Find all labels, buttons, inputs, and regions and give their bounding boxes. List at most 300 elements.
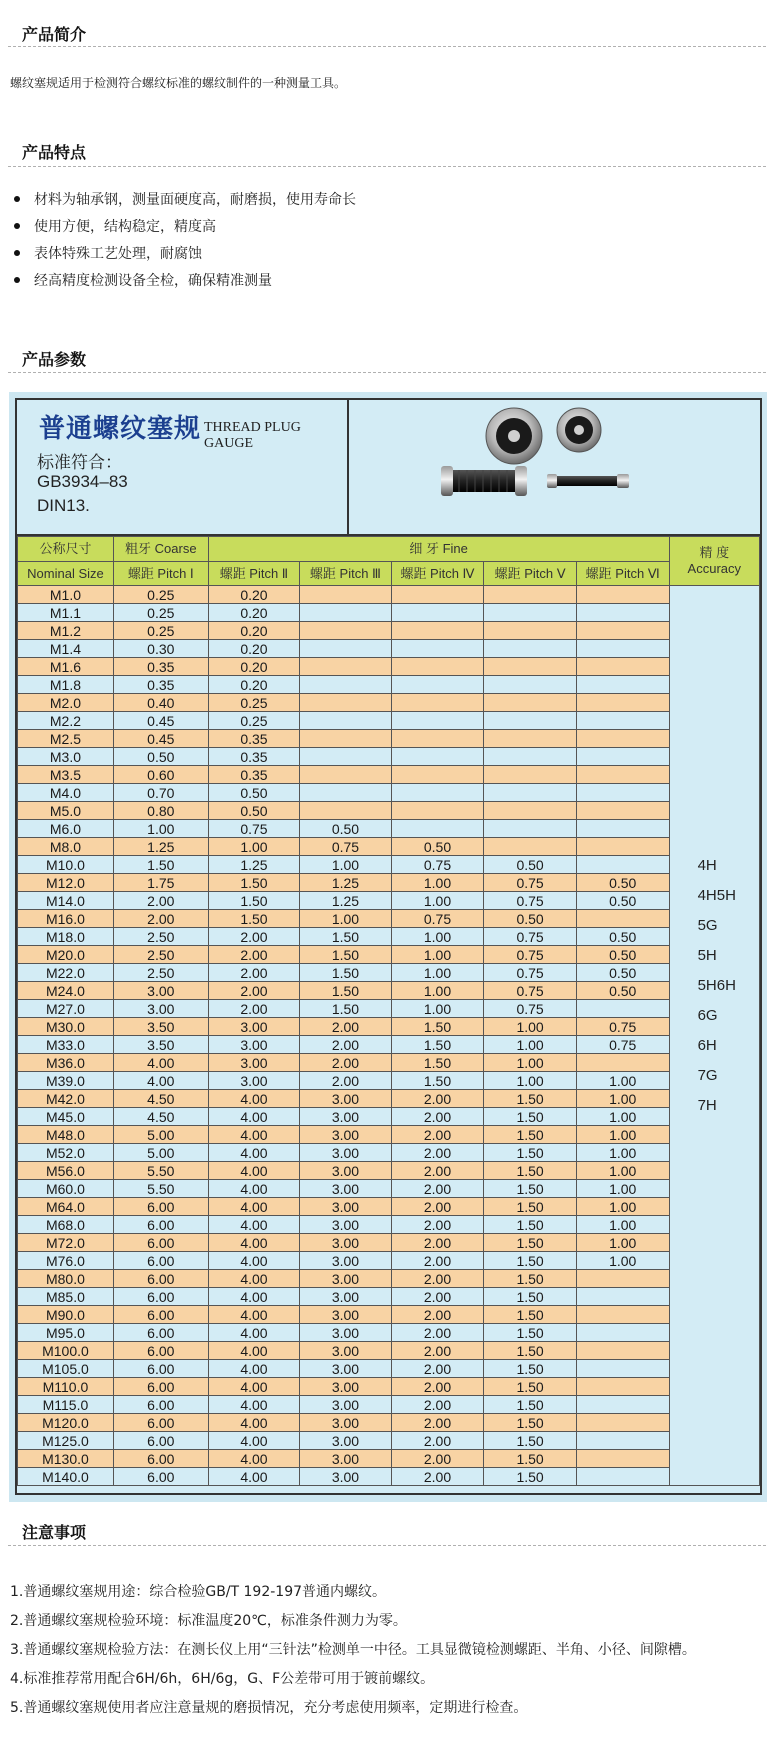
cell-pitch: 1.50	[484, 1450, 577, 1468]
table-row	[18, 1198, 760, 1216]
cell-pitch: 3.00	[208, 1054, 300, 1072]
cell-pitch: 6.00	[113, 1468, 208, 1486]
cell-pitch: 6.00	[113, 1198, 208, 1216]
table-row	[18, 820, 760, 838]
cell-size: M33.0	[18, 1036, 114, 1054]
cell-pitch: 2.00	[391, 1450, 484, 1468]
cell-size: M36.0	[18, 1054, 114, 1072]
cell-size: M4.0	[18, 784, 114, 802]
cell-pitch: 0.50	[300, 820, 392, 838]
table-row	[18, 1306, 760, 1324]
table-row	[18, 1126, 760, 1144]
cell-pitch: 0.70	[113, 784, 208, 802]
table-row	[18, 1090, 760, 1108]
cell-pitch: 6.00	[113, 1342, 208, 1360]
section-title-intro: 产品简介	[22, 25, 87, 44]
cell-size: M2.5	[18, 730, 114, 748]
cell-pitch: 0.50	[113, 748, 208, 766]
cell-pitch: 0.20	[208, 676, 300, 694]
cell-pitch: 1.50	[484, 1324, 577, 1342]
cell-pitch	[576, 1414, 669, 1432]
cell-pitch: 1.50	[484, 1288, 577, 1306]
cell-pitch	[300, 802, 392, 820]
cell-pitch: 1.00	[576, 1162, 669, 1180]
cell-pitch	[391, 694, 484, 712]
table-row	[18, 1144, 760, 1162]
cell-pitch: 2.00	[391, 1342, 484, 1360]
cell-size: M8.0	[18, 838, 114, 856]
cell-pitch	[576, 766, 669, 784]
cell-pitch: 0.25	[113, 586, 208, 604]
cell-pitch: 0.75	[208, 820, 300, 838]
accuracy-grade: 7G	[697, 1067, 718, 1084]
table-row	[18, 946, 760, 964]
cell-pitch	[576, 676, 669, 694]
sheet-header	[17, 400, 760, 536]
cell-pitch	[484, 838, 577, 856]
cell-pitch	[576, 1432, 669, 1450]
cell-pitch: 0.75	[484, 946, 577, 964]
cell-pitch: 1.75	[113, 874, 208, 892]
cell-pitch: 2.00	[391, 1270, 484, 1288]
sheet-title-cn: 普通螺纹塞规	[39, 414, 202, 444]
cell-size: M2.2	[18, 712, 114, 730]
cell-pitch: 1.00	[484, 1018, 577, 1036]
cell-pitch: 1.00	[391, 892, 484, 910]
cell-pitch: 3.00	[300, 1252, 392, 1270]
cell-pitch: 4.00	[208, 1450, 300, 1468]
cell-size: M45.0	[18, 1108, 114, 1126]
table-row	[18, 1288, 760, 1306]
cell-pitch: 2.00	[113, 910, 208, 928]
cell-size: M105.0	[18, 1360, 114, 1378]
cell-pitch: 0.50	[576, 964, 669, 982]
cell-pitch: 0.60	[113, 766, 208, 784]
cell-pitch	[484, 658, 577, 676]
bullet-icon	[14, 223, 20, 229]
cell-pitch	[300, 748, 392, 766]
cell-pitch: 0.50	[576, 982, 669, 1000]
cell-pitch	[484, 640, 577, 658]
cell-pitch: 2.00	[391, 1090, 484, 1108]
cell-size: M125.0	[18, 1432, 114, 1450]
table-row	[18, 1216, 760, 1234]
cell-pitch: 6.00	[113, 1324, 208, 1342]
cell-pitch: 1.50	[484, 1270, 577, 1288]
table-row	[18, 802, 760, 820]
table-row	[18, 1180, 760, 1198]
cell-pitch	[484, 784, 577, 802]
cell-size: M85.0	[18, 1288, 114, 1306]
cell-pitch	[484, 730, 577, 748]
table-row	[18, 1414, 760, 1432]
cell-pitch: 6.00	[113, 1396, 208, 1414]
accuracy-grade: 7H	[697, 1097, 717, 1114]
cell-pitch: 1.50	[484, 1234, 577, 1252]
cell-size: M6.0	[18, 820, 114, 838]
list-item	[14, 266, 356, 293]
feature-text: 材料为轴承钢，测量面硬度高，耐磨损，使用寿命长	[34, 191, 356, 208]
cell-size: M68.0	[18, 1216, 114, 1234]
table-row	[18, 694, 760, 712]
table-row	[18, 928, 760, 946]
table-row	[18, 1450, 760, 1468]
cell-pitch: 1.50	[484, 1342, 577, 1360]
cell-pitch	[576, 802, 669, 820]
cell-pitch: 1.50	[113, 856, 208, 874]
table-row	[18, 658, 760, 676]
cell-pitch	[391, 748, 484, 766]
cell-pitch	[576, 586, 669, 604]
cell-pitch: 1.50	[484, 1378, 577, 1396]
cell-pitch: 4.00	[208, 1162, 300, 1180]
cell-pitch: 2.00	[391, 1414, 484, 1432]
cell-size: M18.0	[18, 928, 114, 946]
cell-pitch: 1.00	[576, 1234, 669, 1252]
cell-pitch: 1.00	[300, 856, 392, 874]
gauge-spec-sheet	[9, 392, 767, 1502]
cell-pitch: 3.00	[300, 1108, 392, 1126]
cell-pitch: 1.50	[484, 1126, 577, 1144]
cell-pitch: 1.00	[576, 1144, 669, 1162]
cell-pitch: 0.20	[208, 586, 300, 604]
cell-pitch: 2.00	[391, 1378, 484, 1396]
cell-pitch	[484, 748, 577, 766]
cell-pitch: 2.00	[391, 1468, 484, 1486]
cell-pitch: 0.50	[484, 910, 577, 928]
cell-pitch: 1.50	[484, 1144, 577, 1162]
table-row	[18, 892, 760, 910]
cell-pitch: 5.00	[113, 1126, 208, 1144]
cell-pitch	[576, 1270, 669, 1288]
cell-pitch: 3.00	[300, 1234, 392, 1252]
cell-pitch: 6.00	[113, 1378, 208, 1396]
table-row	[18, 1468, 760, 1486]
cell-pitch: 2.00	[208, 1000, 300, 1018]
cell-pitch: 4.00	[208, 1432, 300, 1450]
notes-list	[10, 1582, 770, 1727]
cell-size: M90.0	[18, 1306, 114, 1324]
cell-pitch	[391, 604, 484, 622]
table-row	[18, 730, 760, 748]
bullet-icon	[14, 196, 20, 202]
cell-pitch: 2.00	[391, 1288, 484, 1306]
cell-pitch: 1.50	[300, 946, 392, 964]
accuracy-grade: 5H	[697, 947, 717, 964]
cell-size: M60.0	[18, 1180, 114, 1198]
cell-pitch	[484, 604, 577, 622]
table-row	[18, 622, 760, 640]
cell-pitch: 3.00	[300, 1432, 392, 1450]
list-item	[14, 185, 356, 212]
cell-pitch: 1.00	[391, 982, 484, 1000]
cell-pitch: 1.00	[391, 946, 484, 964]
pitch-table	[17, 536, 760, 1486]
cell-pitch: 6.00	[113, 1450, 208, 1468]
header-pitch-6: 螺距 Pitch Ⅵ	[576, 562, 669, 586]
cell-pitch: 1.00	[576, 1072, 669, 1090]
cell-pitch: 3.00	[300, 1090, 392, 1108]
cell-pitch: 0.50	[208, 802, 300, 820]
cell-pitch: 3.00	[300, 1360, 392, 1378]
cell-pitch: 0.35	[208, 730, 300, 748]
cell-pitch: 0.75	[391, 856, 484, 874]
cell-pitch	[300, 694, 392, 712]
cell-pitch: 3.00	[300, 1342, 392, 1360]
cell-pitch: 1.50	[391, 1054, 484, 1072]
cell-pitch: 2.00	[300, 1072, 392, 1090]
cell-pitch: 0.20	[208, 604, 300, 622]
cell-pitch	[300, 730, 392, 748]
cell-pitch	[391, 658, 484, 676]
cell-pitch	[576, 1324, 669, 1342]
cell-pitch: 2.50	[113, 928, 208, 946]
table-row	[18, 1432, 760, 1450]
cell-pitch: 1.25	[300, 892, 392, 910]
cell-pitch	[576, 712, 669, 730]
cell-pitch	[576, 748, 669, 766]
cell-pitch: 0.75	[484, 928, 577, 946]
cell-pitch: 2.00	[391, 1144, 484, 1162]
cell-pitch: 4.00	[113, 1072, 208, 1090]
standard-gb: GB3934–83	[37, 472, 128, 491]
cell-pitch	[484, 586, 577, 604]
gauge-product-image	[349, 400, 760, 534]
cell-pitch	[576, 1306, 669, 1324]
cell-pitch: 1.50	[484, 1306, 577, 1324]
table-row	[18, 1018, 760, 1036]
cell-pitch: 4.00	[208, 1252, 300, 1270]
cell-pitch: 5.50	[113, 1162, 208, 1180]
table-row	[18, 874, 760, 892]
header-pitch-2: 螺距 Pitch Ⅱ	[208, 562, 300, 586]
table-row	[18, 910, 760, 928]
cell-pitch: 1.50	[208, 874, 300, 892]
cell-pitch	[300, 784, 392, 802]
table-row	[18, 1252, 760, 1270]
cell-pitch: 1.50	[391, 1018, 484, 1036]
cell-pitch: 1.50	[300, 964, 392, 982]
standard-din: DIN13.	[37, 496, 90, 515]
cell-pitch	[391, 640, 484, 658]
cell-pitch	[576, 730, 669, 748]
cell-pitch	[484, 712, 577, 730]
cell-pitch: 2.00	[391, 1216, 484, 1234]
cell-pitch: 2.00	[391, 1432, 484, 1450]
cell-pitch: 3.00	[300, 1450, 392, 1468]
table-row	[18, 1162, 760, 1180]
cell-pitch: 0.50	[391, 838, 484, 856]
cell-pitch: 1.00	[576, 1108, 669, 1126]
cell-size: M42.0	[18, 1090, 114, 1108]
header-size-cn: 公称尺寸	[18, 537, 114, 562]
cell-pitch: 3.00	[300, 1288, 392, 1306]
cell-pitch: 1.00	[391, 928, 484, 946]
cell-pitch	[576, 1360, 669, 1378]
accuracy-grade: 4H	[697, 857, 717, 874]
cell-pitch: 2.50	[113, 946, 208, 964]
cell-pitch: 2.50	[113, 964, 208, 982]
cell-pitch: 1.00	[113, 820, 208, 838]
divider	[8, 46, 766, 47]
table-row	[18, 748, 760, 766]
cell-pitch	[576, 622, 669, 640]
cell-pitch	[576, 784, 669, 802]
feature-text: 表体特殊工艺处理，耐腐蚀	[34, 245, 202, 262]
cell-pitch	[576, 1288, 669, 1306]
cell-size: M56.0	[18, 1162, 114, 1180]
cell-pitch: 2.00	[391, 1360, 484, 1378]
cell-pitch: 1.00	[391, 874, 484, 892]
cell-pitch: 4.00	[208, 1270, 300, 1288]
cell-size: M110.0	[18, 1378, 114, 1396]
cell-pitch	[391, 622, 484, 640]
intro-text: 螺纹塞规适用于检测符合螺纹标准的螺纹制件的一种测量工具。	[10, 76, 347, 90]
list-item	[14, 212, 356, 239]
cell-size: M2.0	[18, 694, 114, 712]
cell-pitch: 0.35	[113, 676, 208, 694]
cell-pitch	[576, 1450, 669, 1468]
cell-pitch: 2.00	[391, 1396, 484, 1414]
cell-pitch	[576, 838, 669, 856]
header-pitch-5: 螺距 Pitch Ⅴ	[484, 562, 577, 586]
cell-pitch	[576, 1342, 669, 1360]
cell-pitch: 0.45	[113, 730, 208, 748]
cell-pitch	[576, 694, 669, 712]
table-row	[18, 586, 760, 604]
cell-size: M64.0	[18, 1198, 114, 1216]
cell-pitch: 4.00	[208, 1360, 300, 1378]
cell-size: M3.0	[18, 748, 114, 766]
cell-pitch: 1.50	[484, 1108, 577, 1126]
cell-pitch: 4.00	[208, 1468, 300, 1486]
cell-size: M20.0	[18, 946, 114, 964]
cell-pitch: 0.20	[208, 658, 300, 676]
cell-pitch: 1.50	[208, 910, 300, 928]
cell-pitch: 3.00	[300, 1396, 392, 1414]
cell-pitch: 1.00	[576, 1090, 669, 1108]
divider	[8, 166, 766, 167]
cell-size: M5.0	[18, 802, 114, 820]
divider	[8, 1545, 766, 1546]
cell-pitch: 1.00	[484, 1036, 577, 1054]
header-fine: 细 牙 Fine	[208, 537, 669, 562]
accuracy-grade: 6H	[697, 1037, 717, 1054]
cell-pitch: 0.75	[576, 1018, 669, 1036]
cell-pitch	[391, 766, 484, 784]
cell-pitch	[391, 820, 484, 838]
cell-pitch	[300, 658, 392, 676]
cell-pitch	[576, 820, 669, 838]
sheet-frame	[15, 398, 762, 1495]
cell-pitch: 1.50	[484, 1198, 577, 1216]
cell-pitch: 0.75	[484, 874, 577, 892]
cell-pitch: 1.50	[300, 1000, 392, 1018]
cell-pitch: 1.00	[300, 910, 392, 928]
cell-pitch	[484, 676, 577, 694]
cell-size: M24.0	[18, 982, 114, 1000]
table-row	[18, 604, 760, 622]
cell-pitch: 4.00	[208, 1342, 300, 1360]
cell-pitch: 4.00	[208, 1216, 300, 1234]
cell-pitch: 1.50	[484, 1252, 577, 1270]
table-row	[18, 838, 760, 856]
cell-pitch: 1.00	[576, 1216, 669, 1234]
accuracy-cell	[669, 586, 759, 1486]
cell-pitch	[576, 910, 669, 928]
cell-pitch	[576, 658, 669, 676]
cell-pitch: 6.00	[113, 1234, 208, 1252]
cell-pitch: 1.50	[484, 1180, 577, 1198]
cell-pitch: 4.00	[208, 1324, 300, 1342]
cell-pitch	[300, 676, 392, 694]
feature-text: 使用方便，结构稳定，精度高	[34, 218, 216, 235]
table-row	[18, 1324, 760, 1342]
cell-pitch: 1.00	[484, 1072, 577, 1090]
table-row	[18, 766, 760, 784]
cell-pitch: 0.80	[113, 802, 208, 820]
cell-pitch: 6.00	[113, 1414, 208, 1432]
table-row	[18, 1036, 760, 1054]
cell-pitch: 4.00	[208, 1306, 300, 1324]
header-coarse: 粗牙 Coarse	[113, 537, 208, 562]
cell-pitch: 1.00	[484, 1054, 577, 1072]
cell-size: M10.0	[18, 856, 114, 874]
header-accuracy	[669, 537, 759, 586]
cell-pitch: 4.50	[113, 1090, 208, 1108]
cell-size: M12.0	[18, 874, 114, 892]
header-accuracy-cn: 精 度	[699, 545, 730, 560]
cell-pitch: 2.00	[208, 964, 300, 982]
cell-pitch: 1.50	[484, 1468, 577, 1486]
cell-pitch: 3.00	[208, 1018, 300, 1036]
cell-pitch: 1.50	[484, 1216, 577, 1234]
sheet-title-en: THREAD PLUG GAUGE	[204, 420, 301, 451]
table-row	[18, 1054, 760, 1072]
cell-pitch: 6.00	[113, 1252, 208, 1270]
cell-size: M130.0	[18, 1450, 114, 1468]
cell-pitch: 6.00	[113, 1306, 208, 1324]
table-row	[18, 712, 760, 730]
cell-pitch: 4.00	[208, 1378, 300, 1396]
cell-size: M80.0	[18, 1270, 114, 1288]
cell-pitch: 2.00	[391, 1198, 484, 1216]
cell-pitch: 4.00	[208, 1126, 300, 1144]
table-row	[18, 856, 760, 874]
cell-pitch: 0.20	[208, 622, 300, 640]
note-item: 2.普通螺纹塞规检验环境：标准温度20℃，标准条件测力为零。	[10, 1613, 407, 1629]
accuracy-grade: 5G	[697, 917, 718, 934]
cell-size: M22.0	[18, 964, 114, 982]
cell-pitch	[300, 712, 392, 730]
accuracy-grade: 5H6H	[697, 977, 736, 994]
cell-pitch: 5.00	[113, 1144, 208, 1162]
feature-text: 经高精度检测设备全检，确保精准测量	[34, 272, 272, 289]
cell-pitch: 3.00	[300, 1468, 392, 1486]
cell-pitch: 3.00	[300, 1126, 392, 1144]
cell-size: M52.0	[18, 1144, 114, 1162]
cell-pitch: 4.00	[208, 1108, 300, 1126]
cell-pitch: 4.50	[113, 1108, 208, 1126]
cell-pitch: 5.50	[113, 1180, 208, 1198]
cell-pitch: 3.00	[300, 1162, 392, 1180]
cell-size: M1.8	[18, 676, 114, 694]
cell-pitch: 0.25	[208, 694, 300, 712]
cell-size: M115.0	[18, 1396, 114, 1414]
cell-pitch: 0.35	[113, 658, 208, 676]
cell-pitch: 1.00	[576, 1198, 669, 1216]
cell-pitch: 0.75	[484, 982, 577, 1000]
